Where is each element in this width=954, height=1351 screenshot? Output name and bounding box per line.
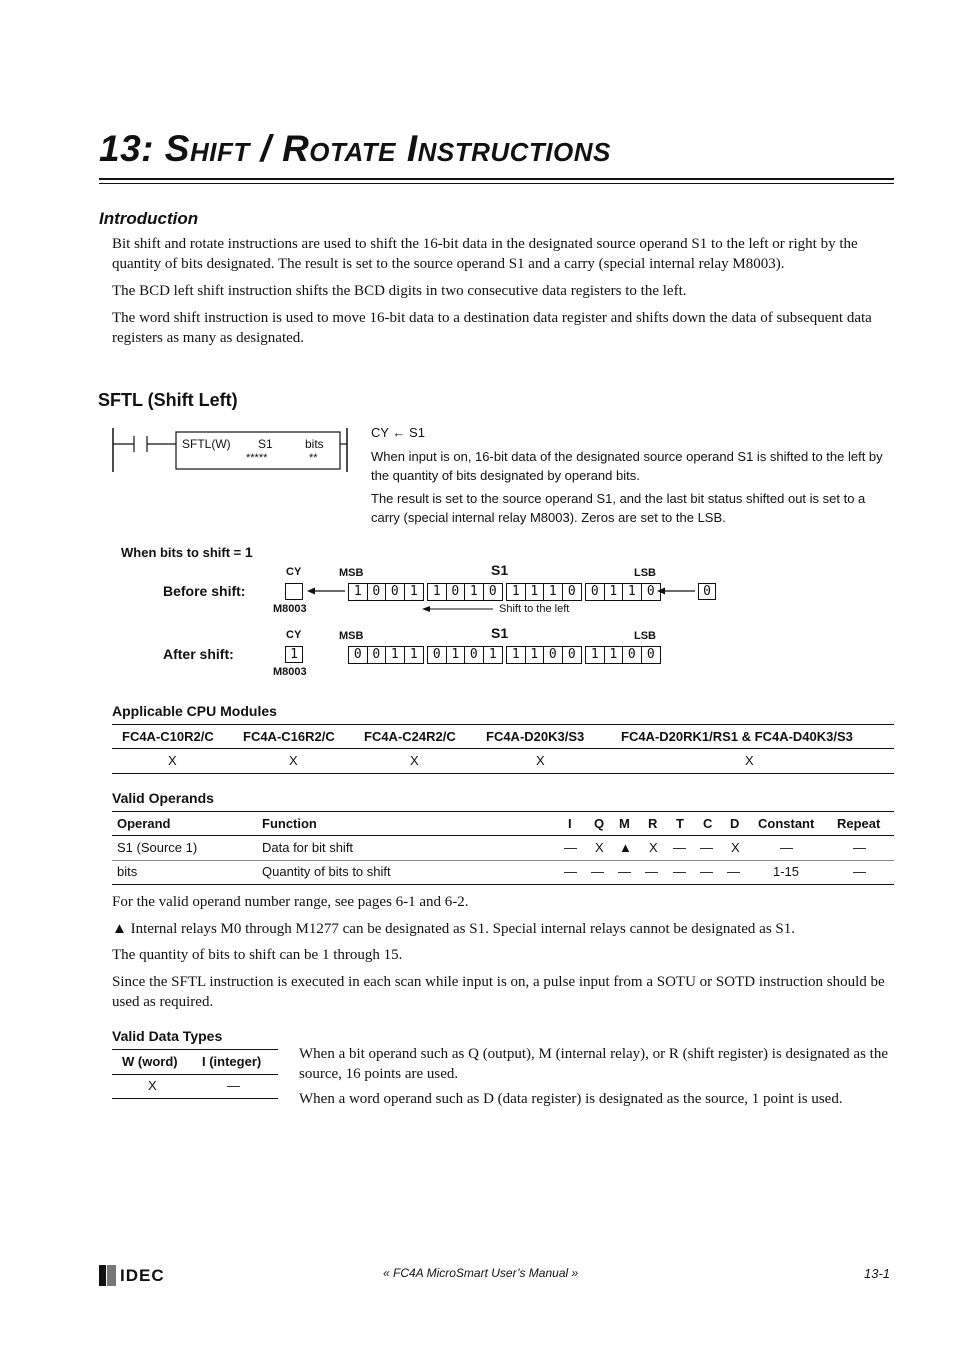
bit-group [506,646,582,664]
bit-cell: 0 [567,647,576,662]
after-bits-s1 [348,646,661,663]
note-internal-relays: ▲ Internal relays M0 through M1277 can be designated as S1. Special internal relays cannot be designated as S1. [112,921,795,937]
table-rule [112,1049,278,1050]
table-rule [112,1098,278,1099]
table-rule [112,811,894,812]
cpu-cell: X [536,753,545,768]
bit-cell: 0 [567,584,576,599]
cpu-header: FC4A-D20RK1/RS1 & FC4A-D40K3/S3 [621,729,853,744]
sftl-description-2: The result is set to the source operand S1, and the last bit status shifted out is set to a carry (special internal relay M8003). Zeros are set to the LSB. [371,491,866,525]
operand-cell: — [700,840,713,855]
before-shift-label: Before shift: [163,583,246,599]
table-rule [112,860,894,861]
ladder-diagram [110,426,355,476]
datatypes-heading: Valid Data Types [112,1028,223,1044]
operand-cell: Data for bit shift [262,840,354,855]
bit-cell: 0 [428,647,447,663]
bit-cell: 1 [409,647,418,662]
operand-header: T [676,816,684,831]
operand-cell: — [700,864,713,879]
operand-header: Function [262,816,317,831]
operand-header: Constant [758,816,815,831]
bit-cell: 0 [368,584,387,600]
note-operand-range: For the valid operand number range, see pages 6-1 and 6-2. [112,894,469,910]
bit-cell: 0 [465,647,484,663]
bit-group [585,583,661,601]
intro-paragraph-3: The word shift instruction is used to move 16-bit data to a destination data register and shifts down the data of subsequent data registers as many as designated. [112,310,872,346]
lsb-input-arrow [655,584,697,598]
bit-cell: 0 [544,647,563,663]
msb-label: MSB [339,567,364,579]
footer-page-number: 13-1 [864,1266,891,1281]
sftl-description-1: When input is on, 16-bit data of the designated source operand S1 is shifted to the left by the quantity of bits designated by operand bits. [371,449,883,483]
bit-cell: 1 [428,584,447,600]
operand-cell: — [673,840,686,855]
note-pulse-input: Since the SFTL instruction is executed in each scan while input is on, a pulse input from a SOTU or SOTD instruction should be used as required. [112,974,885,1010]
bit-cell: 1 [488,647,497,662]
chapter-title [99,128,611,170]
operand-header: M [619,816,630,831]
before-carry-cell [285,583,303,600]
bit-group [348,646,424,664]
operand-header: C [703,816,713,831]
lsb-label: LSB [634,630,656,642]
operand-cell: — [645,864,658,879]
bit-cell: 1 [349,584,368,600]
before-bits-s1 [348,583,661,600]
operand-header: Q [594,816,605,831]
bit-cell: 0 [586,584,605,600]
sftl-heading: SFTL (Shift Left) [98,390,238,410]
operands-heading: Valid Operands [112,790,214,806]
bit-cell: 1 [507,647,526,663]
bit-cell: 1 [623,584,642,600]
title-rule [99,178,894,180]
bit-group [585,646,661,664]
cpu-header: FC4A-D20K3/S3 [486,729,585,744]
operand-cell: — [853,864,866,879]
cy-label: CY [286,566,302,578]
intro-paragraph-2: The BCD left shift instruction shifts the BCD digits in two consecutive data registers to the left. [112,283,687,299]
operand-cell: bits [117,864,138,879]
operand-header: Operand [117,816,171,831]
intro-paragraph-1: Bit shift and rotate instructions are used to shift the 16-bit data in the designated source operand S1 to the left or right by the quantity of bits designated. The result is set to the source operand S1 and a carry (special internal relay M8003). [112,236,858,272]
cpu-header: FC4A-C24R2/C [364,729,456,744]
table-rule [112,748,894,749]
bit-cell: 0 [646,647,655,662]
diagram-title-prefix: When bits to shift = [121,545,242,560]
cpu-cell: X [410,753,419,768]
title-rule-thin [99,183,894,184]
operand-cell: — [591,864,604,879]
sftl-formula: CY ← S1 [371,425,425,440]
note-bits-range: The quantity of bits to shift can be 1 through 15. [112,947,403,963]
operand-cell: — [673,864,686,879]
bit-cell: 1 [605,647,624,663]
ladder-instruction: SFTL(W) [182,437,231,451]
bit-cell: 1 [409,584,418,599]
ladder-operand-s1: S1 [258,437,273,451]
operand-cell: 1-15 [773,864,800,879]
operand-cell: S1 (Source 1) [117,840,198,855]
after-carry-cell: 1 [285,646,303,663]
bit-cell: 0 [386,584,405,600]
lsb-label: LSB [634,567,656,579]
cpu-header: FC4A-C16R2/C [243,729,335,744]
datatype-text-bit: When a bit operand such as Q (output), M (internal relay), or R (shift register) is designated as the source, 16 points are used. [299,1046,888,1082]
operand-cell: — [564,864,577,879]
datatype-cell: — [227,1078,240,1093]
table-rule [112,773,894,774]
cpu-cell: X [745,753,754,768]
idec-logo [99,1264,169,1288]
bit-group [506,583,582,601]
bit-cell: 0 [447,584,466,600]
ladder-rungs [110,426,355,476]
table-rule [112,1074,278,1075]
operand-cell: — [727,864,740,879]
operand-cell: — [853,840,866,855]
bit-cell: 1 [526,584,545,600]
s1-label: S1 [491,625,509,641]
shift-note: Shift to the left [499,603,570,615]
operand-cell: Quantity of bits to shift [262,864,391,879]
bit-group [348,583,424,601]
diagram-title-value: 1 [244,544,253,560]
operand-cell: — [564,840,577,855]
table-rule [112,724,894,725]
chapter-title-slash: / [260,128,272,169]
bit-cell: 0 [349,647,368,663]
datatype-text-word: When a word operand such as D (data register) is designated as the source, 1 point is used. [299,1091,843,1107]
chapter-title-word: Shift [164,128,250,169]
chapter-title-word: Rotate [282,128,397,169]
chapter-number: 13: [99,128,154,169]
cpu-header: FC4A-C10R2/C [122,729,214,744]
operand-cell: X [649,840,658,855]
bit-cell: 1 [507,584,526,600]
cpu-cell: X [168,753,177,768]
m8003-label: M8003 [273,603,307,615]
cpu-cell: X [289,753,298,768]
datatype-cell: X [148,1078,157,1093]
bit-cell: 1 [447,647,466,663]
chapter-title-word: Instructions [406,128,611,169]
lsb-input-cell: 0 [698,583,716,600]
operand-header: Repeat [837,816,881,831]
operand-header: I [568,816,572,831]
operand-cell: X [731,840,740,855]
bit-group [427,583,503,601]
table-rule [112,835,894,836]
bit-cell: 1 [526,647,545,663]
bit-cell: 1 [465,584,484,600]
datatype-header: I (integer) [202,1054,262,1069]
cy-label: CY [286,629,302,641]
bit-cell: 0 [646,584,655,599]
bit-cell: 0 [623,647,642,663]
bit-cell: 0 [368,647,387,663]
bit-cell: 1 [386,647,405,663]
intro-heading: Introduction [99,209,199,228]
carry-arrow [305,584,347,598]
operand-cell: ▲ [619,840,632,855]
m8003-label: M8003 [273,666,307,678]
datatype-header: W (word) [122,1054,178,1069]
operand-header: R [648,816,658,831]
idec-logo-text: IDEC [120,1266,165,1285]
table-rule [112,884,894,885]
bit-cell: 0 [488,584,497,599]
cpu-heading: Applicable CPU Modules [112,703,277,719]
operand-cell: — [780,840,793,855]
operand-cell: — [618,864,631,879]
bit-cell: 1 [605,584,624,600]
operand-header: D [730,816,740,831]
bit-group [427,646,503,664]
s1-label: S1 [491,562,509,578]
ladder-operand-bits-value: ** [309,452,318,464]
bit-cell: 1 [586,647,605,663]
after-shift-label: After shift: [163,646,234,662]
shift-left-arrow [420,602,495,616]
bit-cell: 1 [544,584,563,600]
ladder-operand-s1-value: ***** [246,452,268,464]
footer-manual-title: « FC4A MicroSmart User’s Manual » [383,1266,579,1280]
ladder-operand-bits: bits [305,437,324,451]
msb-label: MSB [339,630,364,642]
operand-cell: X [595,840,604,855]
diagram-title [121,544,253,560]
